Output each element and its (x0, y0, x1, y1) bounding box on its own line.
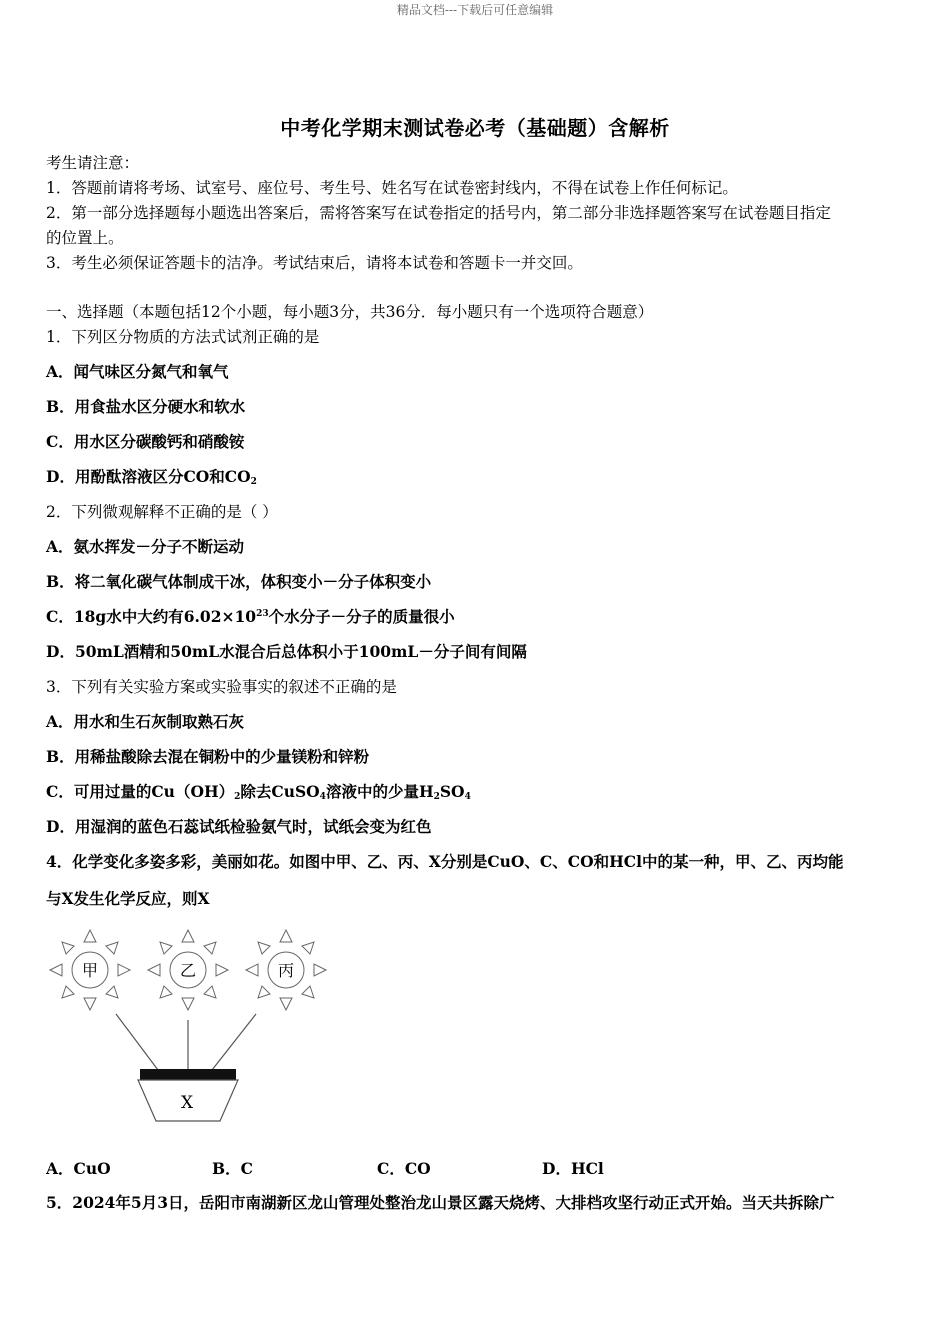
notice-item-1: 1．答题前请将考场、试室号、座位号、考生号、姓名写在试卷密封线内，不得在试卷上作任何标记。 (46, 179, 738, 197)
q3-c-5: 溶液中的少量H (325, 782, 434, 801)
q3-c-7: SO (439, 782, 465, 801)
stem-3 (212, 1014, 256, 1070)
stem-1 (116, 1014, 158, 1070)
q4-option-a: A．CuO (46, 1159, 111, 1178)
flower-3 (246, 930, 326, 1010)
flower-3-label: 丙 (277, 961, 295, 980)
q2-option-c-sup: 23 (256, 609, 269, 619)
flower-2-label: 乙 (179, 961, 197, 980)
q3-c-4: 4 (319, 792, 326, 802)
q2-option-b: B．将二氧化碳气体制成干冰，体积变小－分子体积变小 (46, 572, 432, 591)
q3-c-1: C．可用过量的Cu（OH） (46, 782, 235, 801)
section-title: 一、选择题（本题包括12个小题，每小题3分，共36分．每小题只有一个选项符合题意） (46, 303, 654, 321)
q4-option-d: D．HCl (542, 1159, 604, 1178)
q4-option-b: B．C (212, 1159, 253, 1178)
flower-diagram (44, 928, 344, 1128)
q2-option-c-pre: C．18g水中大约有6.02×10 (46, 607, 257, 626)
q3-c-3: 除去CuSO (240, 782, 320, 801)
q2-option-c-post: 个水分子－分子的质量很小 (268, 607, 455, 626)
q5-stem: 5．2024年5月3日，岳阳市南湖新区龙山管理处整治龙山景区露天烧烤、大排档攻坚行动正式开始。当天共拆除广 (46, 1193, 835, 1212)
q4-stem-2: 与X发生化学反应，则X (46, 889, 210, 908)
q3-c-6: 2 (433, 792, 440, 802)
notice-item-2-cont: 的位置上。 (46, 229, 124, 247)
q2-option-d: D．50mL酒精和50mL水混合后总体积小于100mL－分子间有间隔 (46, 642, 527, 661)
notice-item-2: 2．第一部分选择题每小题选出答案后，需将答案写在试卷指定的括号内，第二部分非选择题答案写在试卷题目指定 (46, 204, 831, 222)
q4-option-c: C．CO (377, 1159, 431, 1178)
pot-label: X (180, 1093, 194, 1113)
pot-rim (140, 1069, 236, 1080)
notice-heading: 考生请注意： (46, 154, 140, 172)
page-title: 中考化学期末测试卷必考（基础题）含解析 (280, 116, 670, 140)
header-note: 精品文档---下载后可任意编辑 (396, 3, 554, 17)
notice-item-3: 3．考生必须保证答题卡的洁净。考试结束后，请将本试卷和答题卡一并交回。 (46, 254, 583, 272)
q3-c-2: 2 (234, 792, 241, 802)
flower-2 (148, 930, 228, 1010)
flower-1 (50, 930, 130, 1010)
q3-option-d: D．用湿润的蓝色石蕊试纸检验氨气时，试纸会变为红色 (46, 817, 432, 836)
q3-option-c (46, 782, 906, 802)
q3-stem: 3．下列有关实验方案或实验事实的叙述不正确的是 (46, 678, 397, 696)
q2-option-c (46, 607, 906, 627)
q1-option-c: C．用水区分碳酸钙和硝酸铵 (46, 432, 245, 451)
q3-c-8: 4 (464, 792, 471, 802)
q2-stem: 2．下列微观解释不正确的是（ ） (46, 503, 278, 521)
q3-option-b: B．用稀盐酸除去混在铜粉中的少量镁粉和锌粉 (46, 747, 370, 766)
q1-option-d-sub: 2 (250, 477, 257, 487)
q1-option-a: A．闻气味区分氮气和氧气 (46, 362, 229, 381)
q1-option-b: B．用食盐水区分硬水和软水 (46, 397, 246, 416)
q1-option-d (46, 467, 906, 487)
q3-option-a: A．用水和生石灰制取熟石灰 (46, 712, 245, 731)
q1-option-d-text: D．用酚酞溶液区分CO和CO (46, 467, 251, 486)
flower-1-label: 甲 (81, 961, 99, 980)
q4-stem-1: 4．化学变化多姿多彩，美丽如花。如图中甲、乙、丙、X分别是CuO、C、CO和HCl中的某一种，甲、乙、丙均能 (46, 852, 844, 871)
q1-stem: 1．下列区分物质的方法式试剂正确的是 (46, 328, 320, 346)
q2-option-a: A．氨水挥发－分子不断运动 (46, 537, 245, 556)
